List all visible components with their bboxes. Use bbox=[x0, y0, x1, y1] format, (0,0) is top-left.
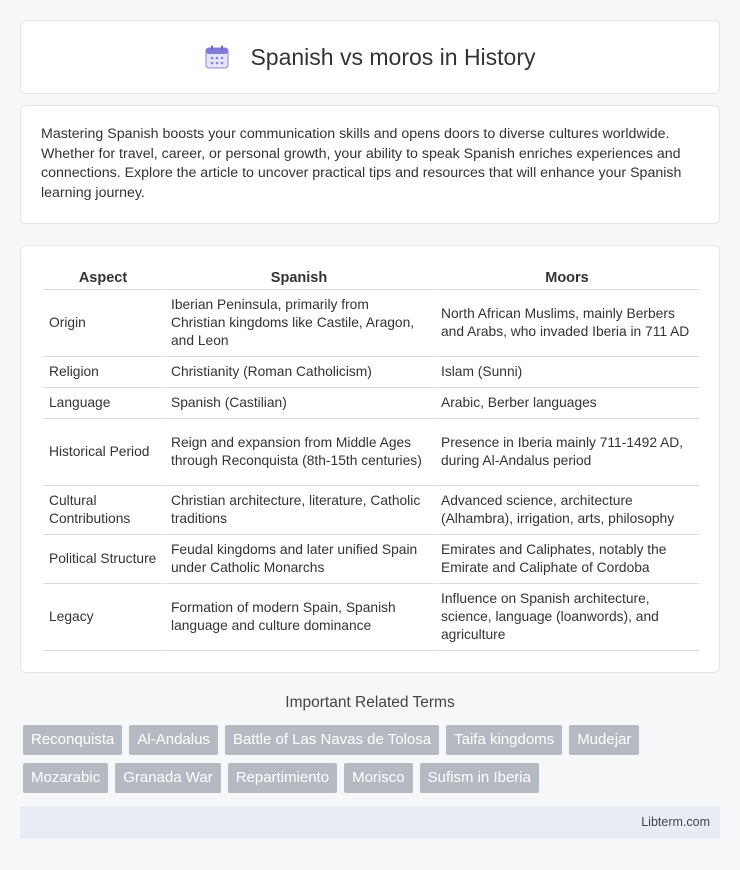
table-cell-spanish: Spanish (Castilian) bbox=[163, 388, 433, 419]
table-row bbox=[43, 357, 699, 388]
table-row bbox=[43, 535, 699, 584]
related-term-tag[interactable]: Morisco bbox=[344, 763, 413, 793]
table-cell-aspect: Origin bbox=[43, 290, 163, 357]
related-term-tag[interactable]: Al-Andalus bbox=[129, 725, 218, 755]
table-cell-aspect: Political Structure bbox=[43, 535, 163, 584]
footer-site-link[interactable]: Libterm.com bbox=[641, 815, 710, 829]
related-term-tag[interactable]: Taifa kingdoms bbox=[446, 725, 562, 755]
page-title: Spanish vs moros in History bbox=[250, 43, 536, 70]
table-row bbox=[43, 486, 699, 535]
related-term-tag[interactable]: Reconquista bbox=[23, 725, 122, 755]
table-cell-aspect: Historical Period bbox=[43, 419, 163, 486]
related-term-tag[interactable]: Mudejar bbox=[569, 725, 639, 755]
table-cell-spanish: Reign and expansion from Middle Ages through Reconquista (8th-15th centuries) bbox=[163, 419, 433, 486]
related-term-tag[interactable]: Sufism in Iberia bbox=[420, 763, 539, 793]
related-term-tag[interactable]: Battle of Las Navas de Tolosa bbox=[225, 725, 439, 755]
table-row bbox=[43, 584, 699, 651]
table-cell-moors: Islam (Sunni) bbox=[433, 357, 699, 388]
table-cell-moors: North African Muslims, mainly Berbers and Arabs, who invaded Iberia in 711 AD bbox=[433, 290, 699, 357]
intro-text: Mastering Spanish boosts your communication skills and opens doors to diverse cultures worldwide. Whether for travel, career, or personal growth, your ability to speak Spanish enriches experiences and connections. Explore the article to uncover practical tips and resources that will enhance your Spanish learning journey. bbox=[41, 126, 682, 201]
related-terms-title: Important Related Terms bbox=[285, 694, 455, 711]
table-row bbox=[43, 290, 699, 357]
column-header-aspect: Aspect bbox=[43, 268, 163, 290]
table-cell-moors: Influence on Spanish architecture, science, language (loanwords), and agriculture bbox=[433, 584, 699, 651]
footer bbox=[20, 806, 720, 839]
table-row bbox=[43, 388, 699, 419]
related-term-tag[interactable]: Mozarabic bbox=[23, 763, 108, 793]
table-header-row bbox=[43, 268, 699, 290]
table-cell-moors: Presence in Iberia mainly 711-1492 AD, during Al-Andalus period bbox=[433, 419, 699, 486]
intro-card bbox=[20, 105, 720, 224]
related-term-tag[interactable]: Repartimiento bbox=[228, 763, 337, 793]
table-cell-spanish: Christian architecture, literature, Catholic traditions bbox=[163, 486, 433, 535]
table-cell-spanish: Feudal kingdoms and later unified Spain under Catholic Monarchs bbox=[163, 535, 433, 584]
comparison-table bbox=[43, 268, 699, 651]
header-card bbox=[20, 20, 720, 94]
table-cell-spanish: Christianity (Roman Catholicism) bbox=[163, 357, 433, 388]
table-cell-moors: Advanced science, architecture (Alhambra), irrigation, arts, philosophy bbox=[433, 486, 699, 535]
table-cell-aspect: Legacy bbox=[43, 584, 163, 651]
table-cell-spanish: Iberian Peninsula, primarily from Christian kingdoms like Castile, Aragon, and Leon bbox=[163, 290, 433, 357]
table-cell-moors: Emirates and Caliphates, notably the Emirate and Caliphate of Cordoba bbox=[433, 535, 699, 584]
column-header-moors: Moors bbox=[433, 268, 699, 290]
table-cell-aspect: Cultural Contributions bbox=[43, 486, 163, 535]
table-row bbox=[43, 419, 699, 486]
table-cell-spanish: Formation of modern Spain, Spanish language and culture dominance bbox=[163, 584, 433, 651]
column-header-spanish: Spanish bbox=[163, 268, 433, 290]
related-terms-list bbox=[23, 725, 723, 793]
calendar-icon bbox=[204, 44, 230, 70]
table-cell-aspect: Religion bbox=[43, 357, 163, 388]
related-term-tag[interactable]: Granada War bbox=[115, 763, 220, 793]
table-cell-moors: Arabic, Berber languages bbox=[433, 388, 699, 419]
table-cell-aspect: Language bbox=[43, 388, 163, 419]
comparison-table-card bbox=[20, 245, 720, 673]
